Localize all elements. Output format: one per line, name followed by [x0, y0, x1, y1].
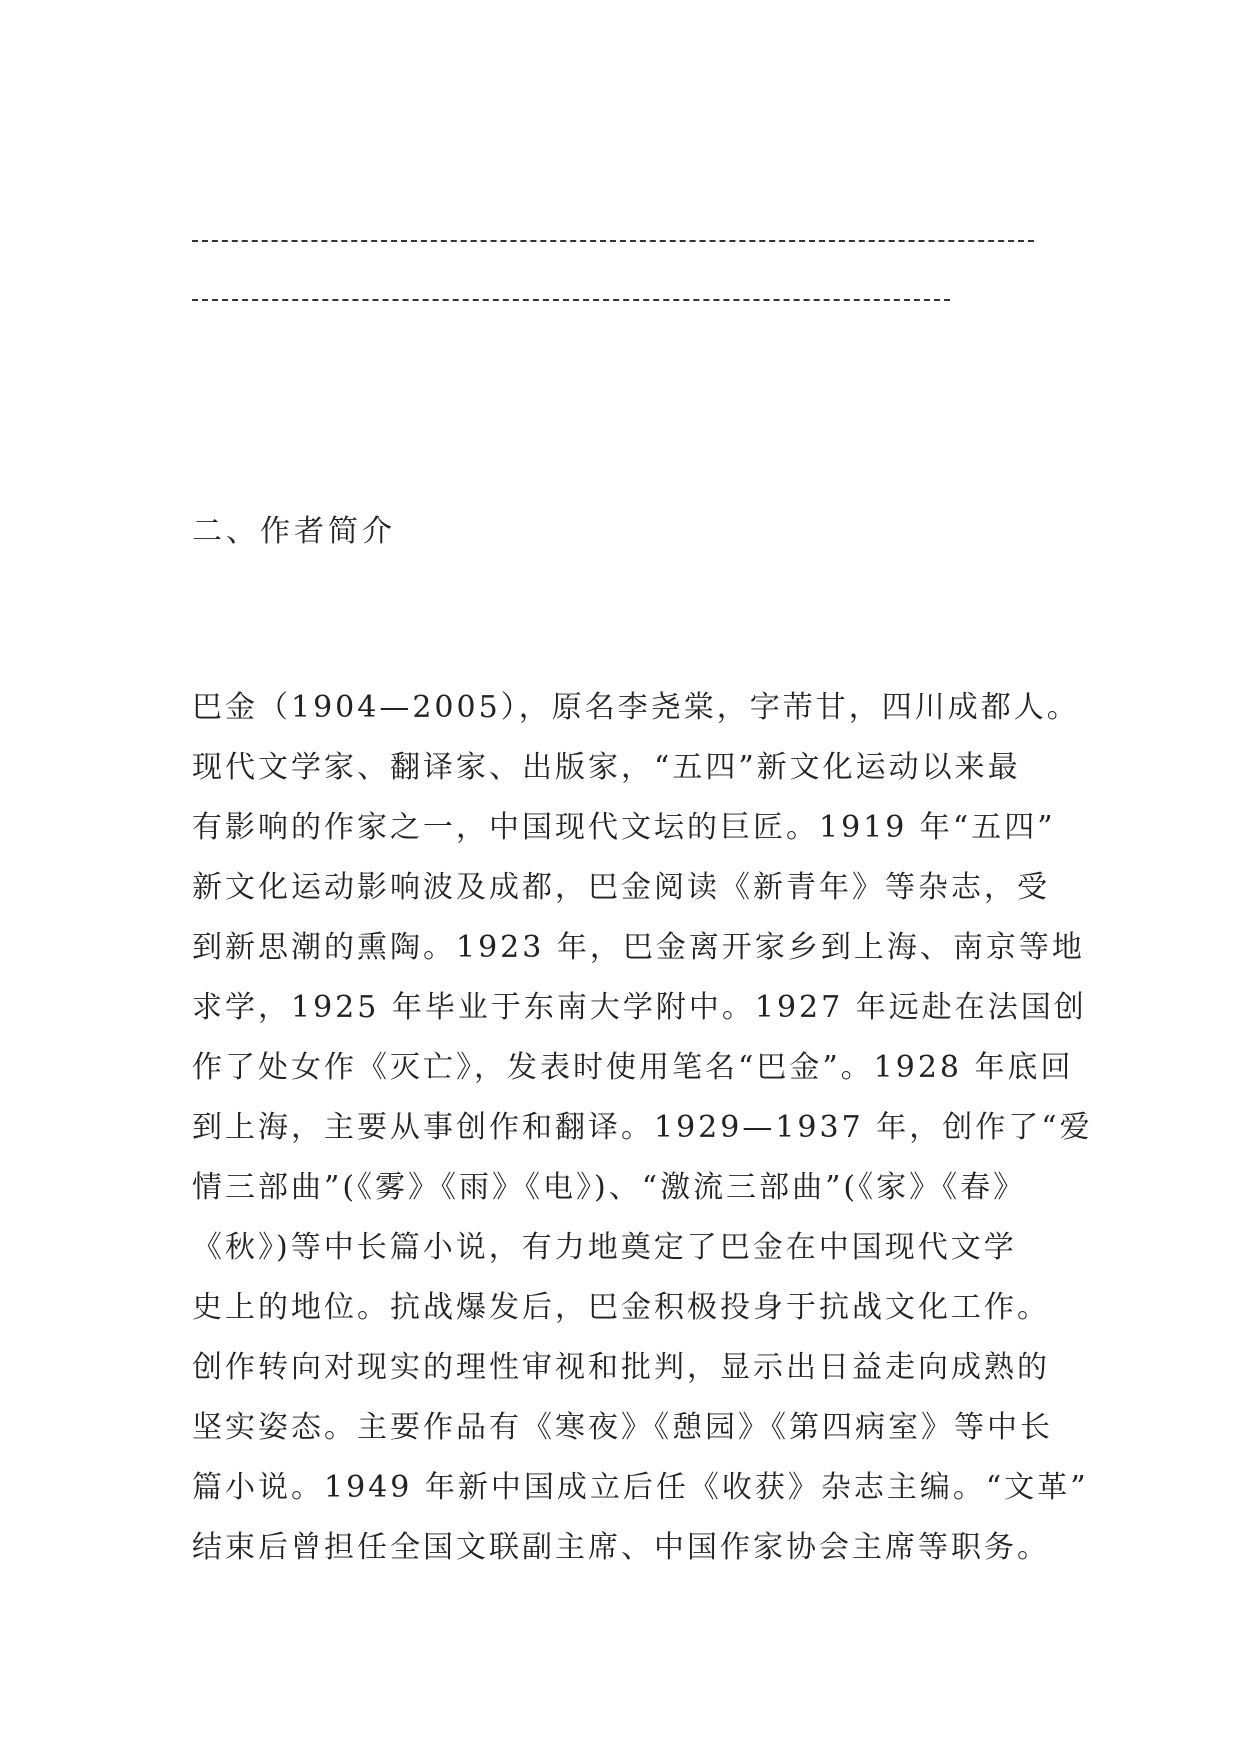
- paragraph-line: 巴金（1904—2005），原名李尧棠，字芾甘，四川成都人。: [192, 690, 1080, 725]
- paragraph-line: 篇小说。1949 年新中国成立后任《收获》杂志主编。“文革”: [192, 1470, 1089, 1505]
- paragraph-line: 现代文学家、翻译家、出版家，“五四”新文化运动以来最: [192, 750, 1021, 785]
- paragraph-line: 坚实姿态。主要作品有《寒夜》《憩园》《第四病室》等中长: [192, 1410, 1053, 1445]
- paragraph-line: 有影响的作家之一，中国现代文坛的巨匠。1919 年“五四”: [192, 810, 1056, 845]
- section-heading: 二、作者简介: [192, 514, 396, 549]
- dashed-divider-top: [192, 240, 1034, 242]
- paragraph-line: 创作转向对现实的理性审视和批判，显示出日益走向成熟的: [192, 1350, 1050, 1385]
- paragraph-line: 史上的地位。抗战爆发后，巴金积极投身于抗战文化工作。: [192, 1290, 1050, 1325]
- paragraph-line: 《秋》)等中长篇小说，有力地奠定了巴金在中国现代文学: [192, 1230, 1017, 1265]
- paragraph-line: 到新思潮的熏陶。1923 年，巴金离开家乡到上海、南京等地: [192, 930, 1085, 965]
- paragraph-line: 作了处女作《灭亡》，发表时使用笔名“巴金”。1928 年底回: [192, 1050, 1074, 1085]
- paragraph-line: 新文化运动影响波及成都，巴金阅读《新青年》等杂志，受: [192, 870, 1050, 905]
- paragraph-line: 情三部曲”(《雾》《雨》《电》)、“激流三部曲”(《家》《春》: [192, 1170, 1027, 1205]
- paragraph-line: 到上海，主要从事创作和翻译。1929—1937 年，创作了“爱: [192, 1110, 1093, 1145]
- paragraph-line: 求学，1925 年毕业于东南大学附中。1927 年远赴在法国创: [192, 990, 1087, 1025]
- author-biography-paragraph: [192, 688, 1092, 1588]
- paragraph-line: 结束后曾担任全国文联副主席、中国作家协会主席等职务。: [192, 1530, 1050, 1565]
- dashed-divider-bottom: [192, 299, 950, 301]
